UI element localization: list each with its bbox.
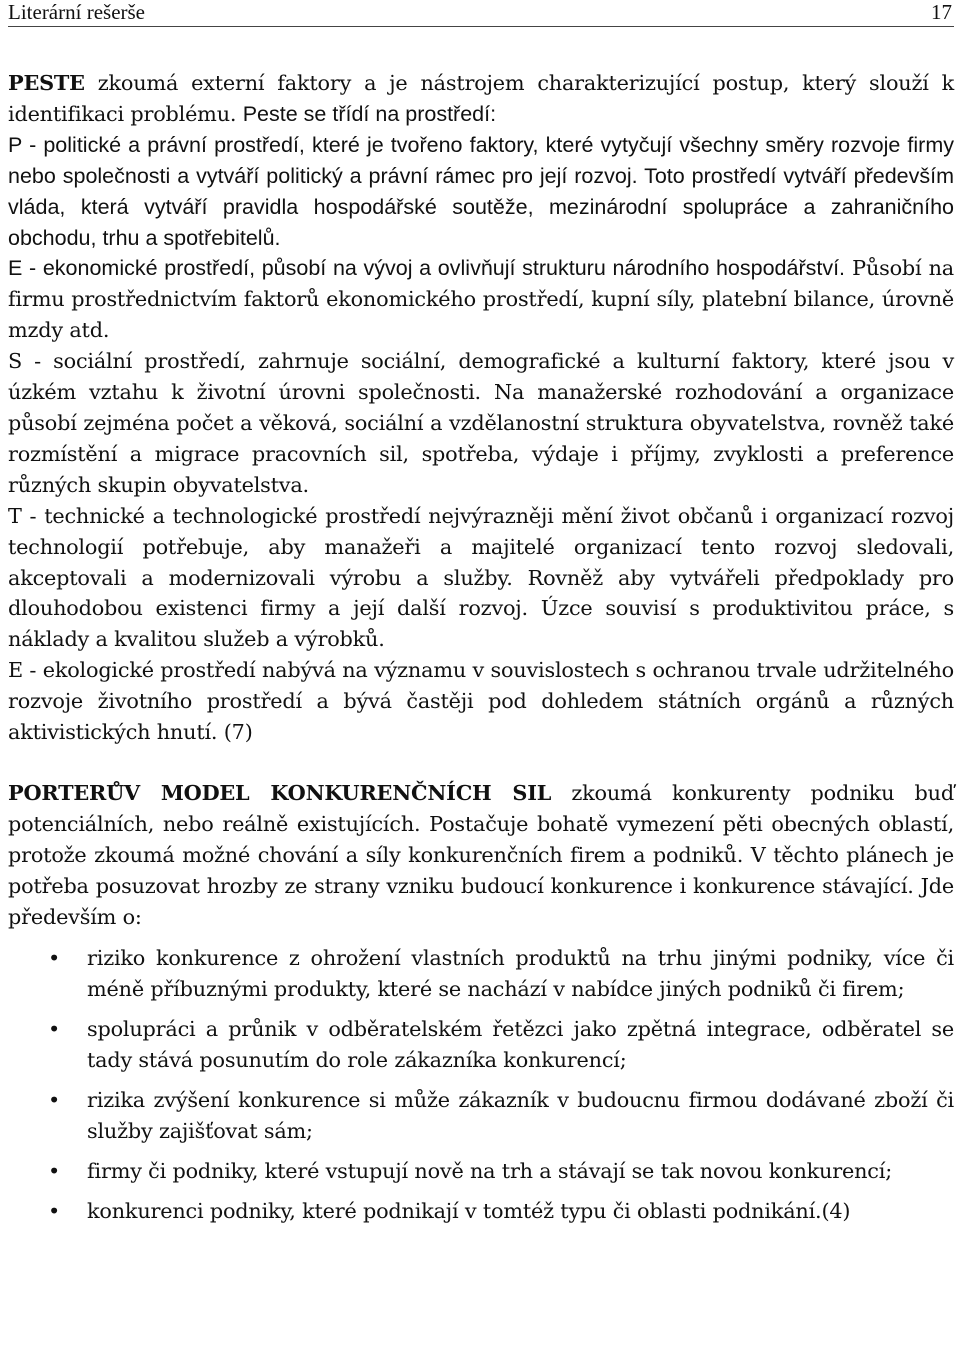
economic-environment-detail: Působí na firmu prostřednictvím faktorů ekonomického prostředí, kupní síly, platební bilance, úrovně mzdy atd. (8, 256, 954, 343)
political-environment-paragraph: P - politické a právní prostředí, které je tvořeno faktory, které vytyčují všechny směry rozvoje firmy nebo společnosti a vytváří politický a právní rámec pro její rozvoj. Toto prostředí vytváří především vláda, která vytváří pravidla hospodářské soutěže, mezinárodní spolupráce a zahraničního obchodu, trhu a spotřebitelů. (8, 132, 954, 250)
list-item (8, 1196, 954, 1227)
list-item-text: konkurenci podniky, které podnikají v tomtéž typu či oblasti podnikání.(4) (87, 1198, 851, 1223)
technical-environment-paragraph: T - technické a technologické prostředí nejvýrazněji mění život občanů i organizací rozvoj technologií potřebuje, aby manažeři a majitelé organizací tento rozvoj sledovali, akceptovali a modernizovali výrobu a služby. Rovněž aby vytvářeli předpoklady pro dlouhodobou existenci firmy a její další rozvoj. Úzce souvisí s produktivitou práce, s náklady a kvalitou služeb a výrobků. (8, 503, 954, 652)
bullet-icon: • (48, 1158, 61, 1183)
porter-paragraph (8, 778, 954, 933)
list-item (8, 1156, 954, 1187)
peste-classification: Peste se třídí na prostředí: (242, 101, 497, 126)
economic-environment-paragraph (8, 253, 954, 346)
list-item-text: spolupráci a průnik v odběratelském řetězci jako zpětná integrace, odběratel se tady stává posunutím do role zákazníka konkurencí; (87, 1017, 954, 1073)
chapter-title: Literární rešerše (8, 0, 146, 24)
ecological-environment-paragraph: E - ekologické prostředí nabývá na významu v souvislostech s ochranou trvale udržitelného rozvoje životního prostředí a bývá častěji pod dohledem státních orgánů a různých aktivistických hnutí. (7) (8, 658, 954, 745)
porter-definition: zkoumá konkurenty podniku buď potenciálních, nebo reálně existujících. Postačuje bohatě vymezení pěti obecných oblastí, protože zkoumá možné chování a síly konkurenčních firem a podniků. V těchto plánech je potřeba posuzovat hrozby ze strany vzniku budoucí konkurence i konkurence stávající. Jde především o: (8, 780, 954, 929)
peste-term: PESTE (8, 70, 85, 95)
list-item-text: firmy či podniky, které vstupují nově na trh a stávají se tak novou konkurencí; (87, 1158, 892, 1183)
list-item (8, 1014, 954, 1076)
list-item-text: rizika zvýšení konkurence si může zákazník v budoucnu firmou dodávané zboží či služby zajišťovat sám; (87, 1088, 954, 1143)
peste-intro-paragraph (8, 68, 954, 130)
paragraph-gap (8, 748, 954, 778)
page-number: 17 (931, 0, 952, 24)
list-item (8, 943, 954, 1005)
bullet-icon: • (48, 1017, 61, 1042)
list-item-text: riziko konkurence z ohrožení vlastních produktů na trhu jinými podniky, více či méně příbuznými produkty, které se nachází v nabídce jiných podniků či firem; (87, 946, 954, 1002)
bullet-icon: • (48, 1088, 61, 1113)
porter-term: PORTERŮV MODEL KONKURENČNÍCH SIL (8, 779, 552, 805)
list-item (8, 1085, 954, 1147)
economic-environment-definition: E - ekonomické prostředí, působí na vývoj a ovlivňují strukturu národního hospodářství. (8, 256, 846, 281)
peste-definition: zkoumá externí faktory a je nástrojem charakterizující postup, který slouží k identifikaci problému. (8, 71, 954, 126)
page-body (8, 68, 954, 1227)
porter-bullet-list (8, 943, 954, 1226)
bullet-icon: • (48, 1198, 61, 1223)
running-header (8, 0, 954, 27)
social-environment-paragraph: S - sociální prostředí, zahrnuje sociální, demografické a kulturní faktory, které jsou v úzkém vztahu k životní úrovni společnosti. Na manažerské rozhodování a organizace působí zejména počet a věková, sociální a vzdělanostní struktura obyvatelstva, rovněž také rozmístění a migrace pracovních sil, spotřeba, výdaje i příjmy, zvyklosti a preference různých skupin obyvatelstva. (8, 349, 954, 497)
bullet-icon: • (48, 946, 61, 971)
